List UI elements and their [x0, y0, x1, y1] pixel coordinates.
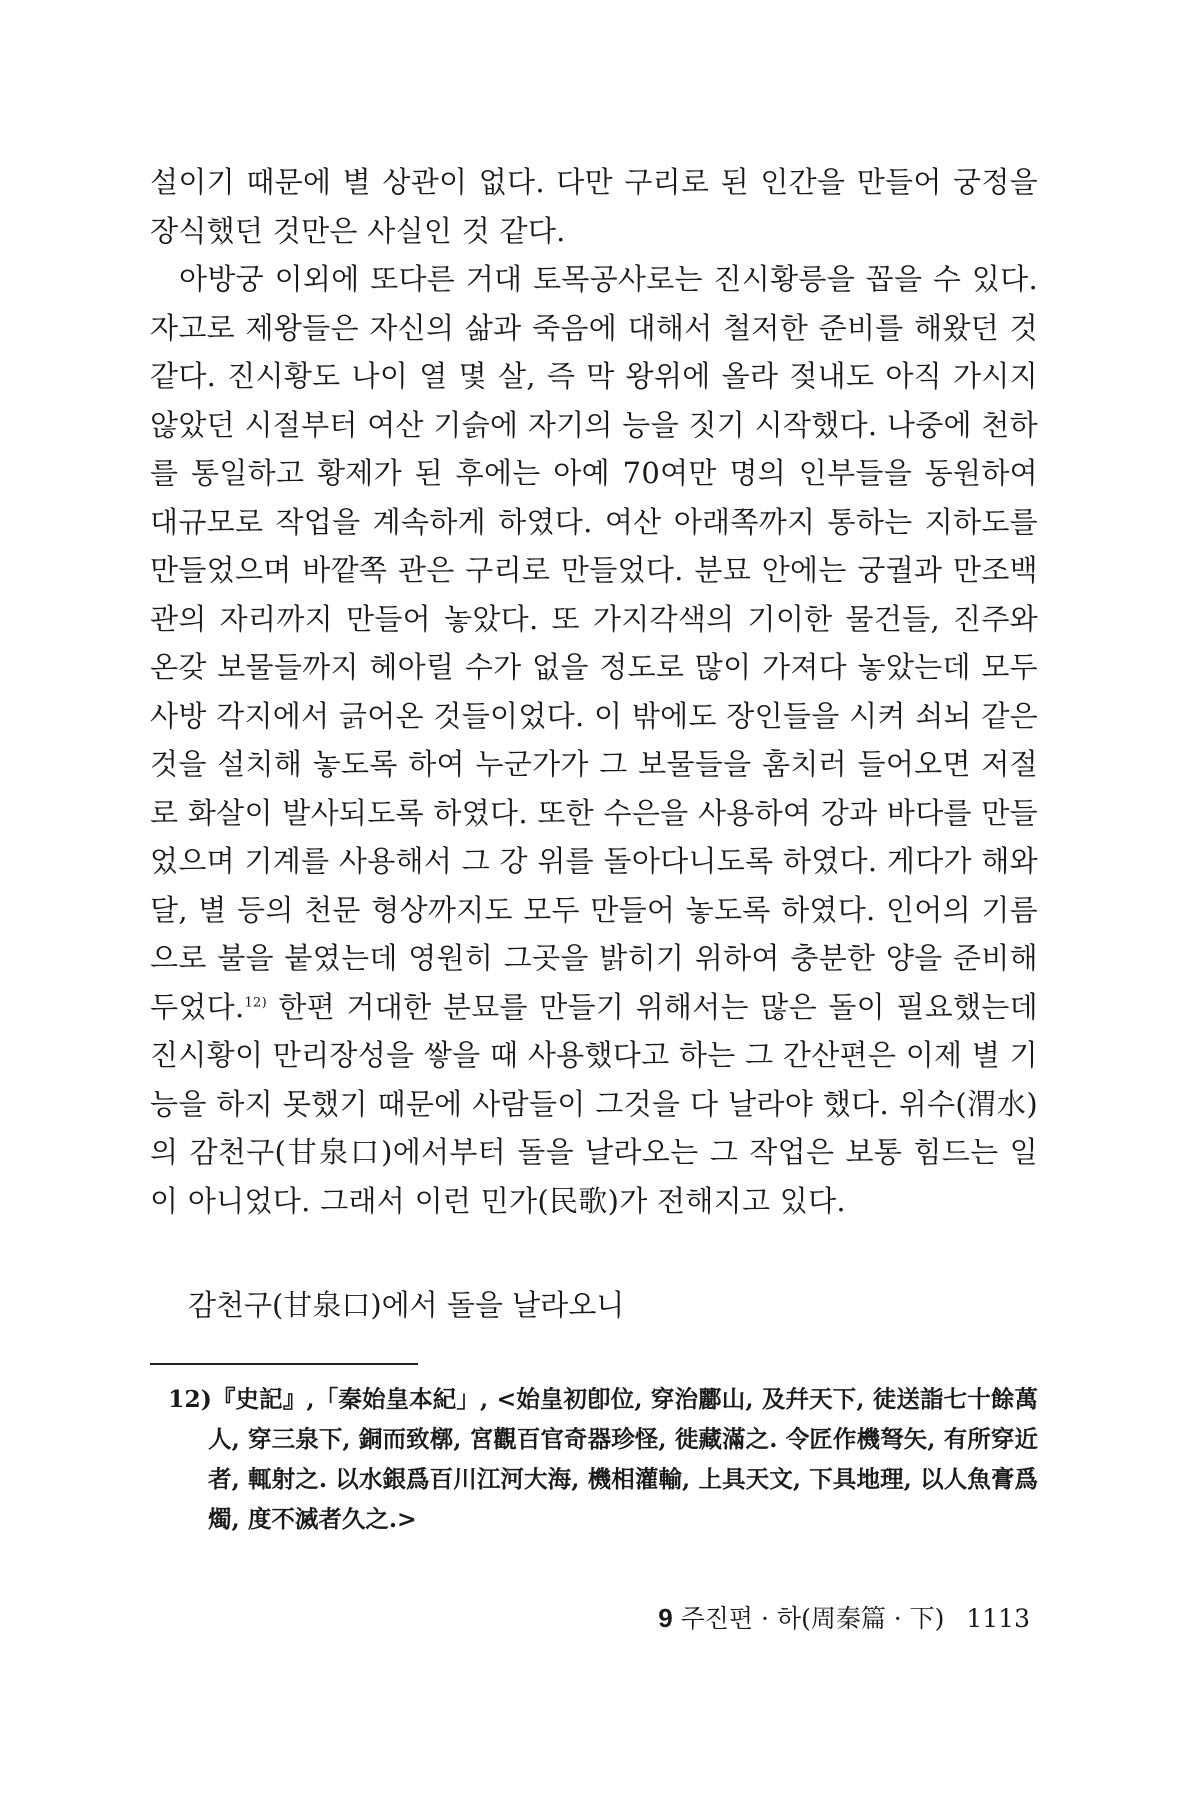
chapter-title: 주진편 · 하(周秦篇 · 下)	[680, 1604, 945, 1633]
verse-line-1: 감천구(甘泉口)에서 돌을 날라오니	[188, 1288, 625, 1322]
paragraph-1-text: 설이기 때문에 별 상관이 없다. 다만 구리로 된 인간을 만들어 궁정을 장식했던 것만은 사실인 것 같다.	[150, 165, 1038, 248]
body-text	[150, 158, 1038, 1225]
paragraph-2-text-a: 아방궁 이외에 또다른 거대 토목공사로는 진시황릉을 꼽을 수 있다. 자고로 제왕들은 자신의 삶과 죽음에 대해서 철저한 준비를 해왔던 것 같다. 진시황도 나이 열 몇 살, 즉 막 왕위에 올라 젖내도 아직 가시지 않았던 시절부터 여산 기슭에 자기의 능을 짓기 시작했다. 나중에 천하를 통일하고 황제가 된 후에는 아예 70여만 명의 인부들을 동원하여 대규모로 작업을 계속하게 하였다. 여산 아래쪽까지 통하는 지하도를 만들었으며 바깥쪽 관은 구리로 만들었다. 분묘 안에는 궁궐과 만조백관의 자리까지 만들어 놓았다. 또 가지각색의 기이한 물건들, 진주와 온갖 보물들까지 헤아릴 수가 없을 정도로 많이 가져다 놓았는데 모두 사방 각지에서 긁어온 것들이었다. 이 밖에도 장인들을 시켜 쇠뇌 같은 것을 설치해 놓도록 하여 누군가가 그 보물들을 훔치러 들어오면 저절로 화살이 발사되도록 하였다. 또한 수은을 사용하여 강과 바다를 만들었으며 기계를 사용해서 그 강 위를 돌아다니도록 하였다. 게다가 해와 달, 별 등의 천문 형상까지도 모두 만들어 놓도록 하였다. 인어의 기름으로 불을 붙였는데 영원히 그곳을 밝히기 위하여 충분한 양을 준비해 두었다.	[150, 262, 1038, 1024]
page-footer	[658, 1602, 1030, 1635]
verse-quote	[188, 1281, 1038, 1329]
footnote-reference[interactable]: 12)	[244, 994, 267, 1010]
footnote-text: 12)『史記』,「秦始皇本紀」, <始皇初卽位, 穿治酈山, 及幷天下, 徒送詣七十餘萬人, 穿三泉下, 銅而致槨, 宮觀百官奇器珍怪, 徙藏滿之. 令匠作機弩矢, 有所穿近者, 輒射之. 以水銀爲百川江河大海, 機相灌輸, 上具天文, 下具地理, 以人魚膏爲燭, 度不滅者久之.>	[168, 1385, 1038, 1533]
chapter-number: 9	[658, 1603, 673, 1633]
footnote-divider	[150, 1363, 418, 1365]
footnote-12	[168, 1379, 1038, 1539]
paragraph-2	[150, 255, 1038, 1225]
page-number: 1113	[966, 1604, 1030, 1633]
paragraph-2-text-b: 한편 거대한 분묘를 만들기 위해서는 많은 돌이 필요했는데 진시황이 만리장성을 쌓을 때 사용했다고 하는 그 간산편은 이제 별 기능을 하지 못했기 때문에 사람들이 그것을 다 날라야 했다. 위수(渭水)의 감천구(甘泉口)에서부터 돌을 날라오는 그 작업은 보통 힘드는 일이 아니었다. 그래서 이런 민가(民歌)가 전해지고 있다.	[150, 989, 1038, 1218]
paragraph-1	[150, 158, 1038, 255]
page-content	[150, 158, 1038, 1539]
